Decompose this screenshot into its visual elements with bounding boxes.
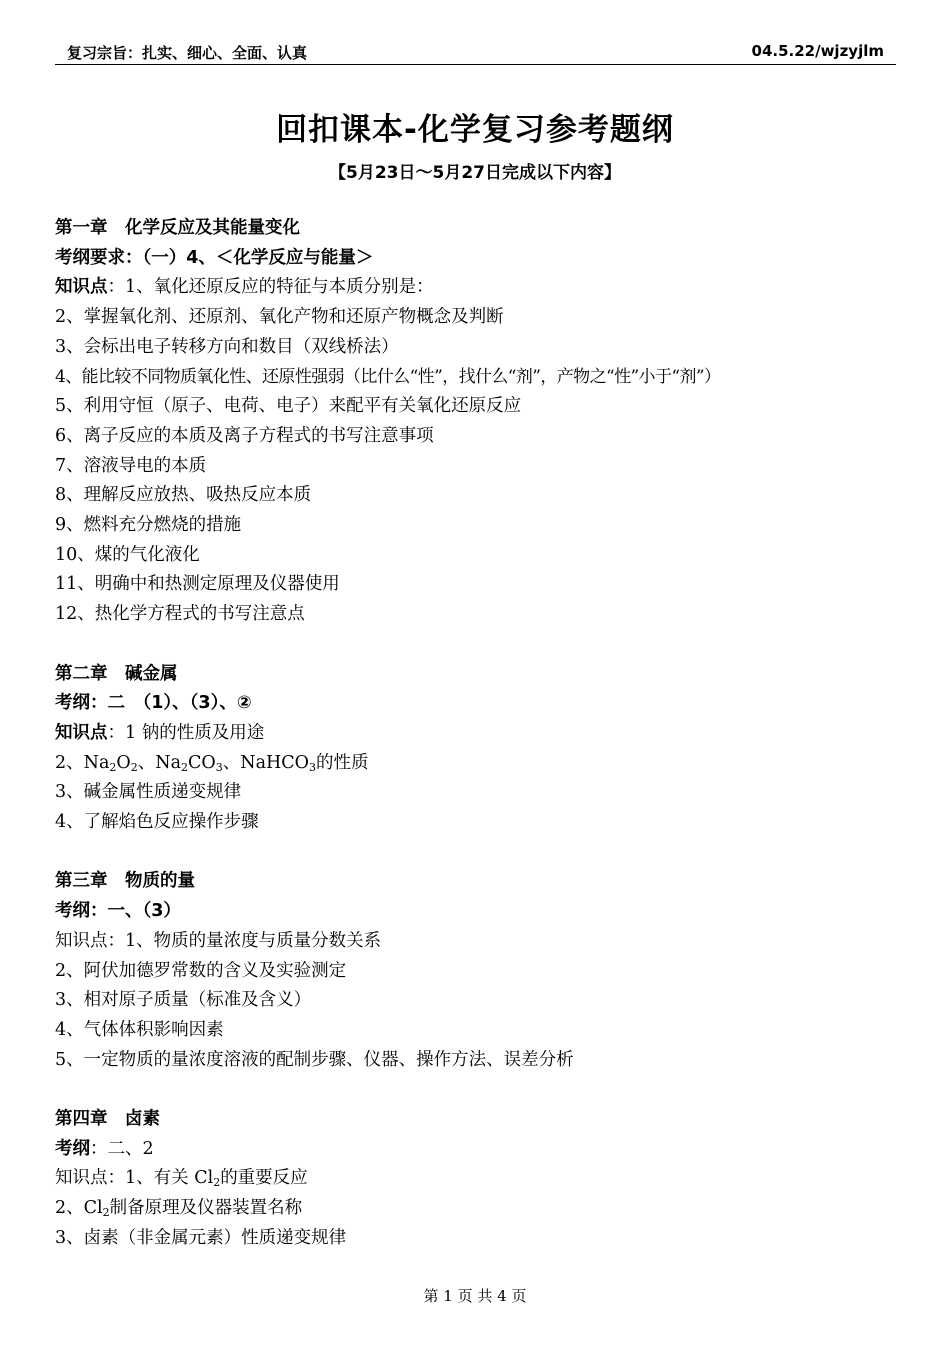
chapter-2-point-1 [55, 719, 915, 749]
list-item: 11、明确中和热测定原理及仪器使用 [55, 574, 340, 595]
document-body [55, 214, 915, 1254]
list-item: 10、煤的气化液化 [55, 544, 200, 565]
separator: 、 [137, 752, 156, 773]
chapter-4-outline [55, 1135, 915, 1165]
formula-nahco3: NaHCO$_3$ [240, 752, 316, 774]
spacer [55, 838, 915, 868]
outline-label: 考纲要求： [55, 247, 143, 268]
outline-value: （一）4、＜化学反应与能量＞ [142, 247, 374, 268]
page-header [55, 42, 896, 65]
chapter-1-outline [55, 244, 915, 274]
chapter-2-point-2 [55, 749, 915, 779]
list-item: 3、会标出电子转移方向和数目（双线桥法） [55, 336, 399, 357]
list-item: 8、理解反应放热、吸热反应本质 [55, 485, 312, 506]
document-title: 回扣课本-化学复习参考题纲 [276, 112, 674, 148]
list-item: 9、燃料充分燃烧的措施 [55, 515, 242, 536]
outline-label: 考纲 [55, 1138, 90, 1159]
list-item: 3、相对原子质量（标准及含义） [55, 990, 312, 1011]
header-motto: 复习宗旨：扎实、细心、全面、认真 [67, 44, 308, 62]
chapter-2-heading: 第二章 碱金属 [55, 663, 178, 684]
list-item: 12、热化学方程式的书写注意点 [55, 604, 305, 625]
list-item: 2、阿伏加德罗常数的含义及实验测定 [55, 960, 347, 981]
separator: 、 [222, 752, 241, 773]
list-item: 3、卤素（非金属元素）性质递变规律 [55, 1227, 347, 1248]
points-label: 知识点 [55, 277, 108, 298]
chapter-3-point-1: 知识点：1、物质的量浓度与质量分数关系 [55, 930, 382, 951]
outline-label: 考纲： [55, 693, 108, 714]
list-item: 4、能比较不同物质氧化性、还原性强弱（比什么“性”，找什么“剂”，产物之“性”小于“剂”） [55, 366, 721, 387]
list-item: 4、了解焰色反应操作步骤 [55, 812, 259, 833]
chapter-1-point-1 [55, 273, 915, 303]
page-number: 第 1 页 共 4 页 [423, 1287, 527, 1305]
chapter-4-point-2: 2、$Cl_2$制备原理及仪器装置名称 [55, 1198, 303, 1220]
list-item: 4、气体体积影响因素 [55, 1019, 224, 1040]
point-text: ：1 钠的性质及用途 [107, 722, 265, 743]
chapter-4-point-1: 知识点：1、有关 $Cl_2$的重要反应 [55, 1168, 308, 1190]
chapter-1-heading: 第一章 化学反应及其能量变化 [55, 218, 300, 238]
formula-na2o2: $Na_2O_2$ [83, 752, 138, 774]
item-suffix: 的性质 [316, 752, 369, 773]
document-subtitle: 【5月23日～5月27日完成以下内容】 [329, 163, 621, 183]
points-label: 知识点 [55, 722, 108, 743]
chapter-3-outline: 考纲：一、（3） [55, 901, 181, 922]
list-item: 6、离子反应的本质及离子方程式的书写注意事项 [55, 425, 434, 446]
formula-na2co3: $Na_2CO_3$ [155, 752, 223, 774]
list-item: 3、碱金属性质递变规律 [55, 782, 242, 803]
outline-value: 二 （1）、（3）、② [107, 693, 252, 714]
list-item: 5、利用守恒（原子、电荷、电子）来配平有关氧化还原反应 [55, 396, 522, 417]
list-item: 2、掌握氧化剂、还原剂、氧化产物和还原产物概念及判断 [55, 307, 504, 328]
list-item: 7、溶液导电的本质 [55, 455, 207, 476]
header-date-code: 04.5.22/wjzyjlm [751, 42, 884, 60]
point-text: ：1、氧化还原反应的特征与本质分别是： [107, 277, 434, 298]
chapter-2-outline [55, 689, 915, 719]
spacer [55, 1075, 915, 1105]
outline-value: ：二、2 [90, 1138, 154, 1159]
item-number: 2、 [55, 752, 84, 773]
chapter-3-heading: 第三章 物质的量 [55, 871, 195, 892]
list-item: 5、一定物质的量浓度溶液的配制步骤、仪器、操作方法、误差分析 [55, 1049, 574, 1070]
chapter-4-heading: 第四章 卤素 [55, 1109, 160, 1130]
spacer [55, 630, 915, 660]
